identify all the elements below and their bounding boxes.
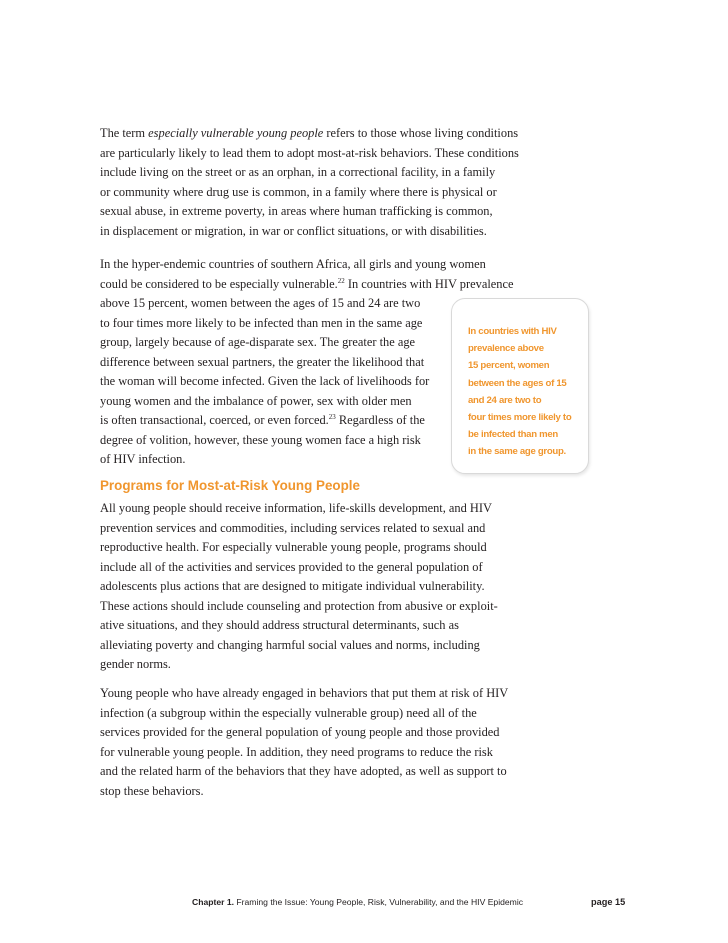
text-run: Regardless of the bbox=[335, 413, 425, 427]
italic-term: especially vulnerable young people bbox=[148, 126, 324, 140]
paragraph-line: In the hyper-endemic countries of southern Africa, all girls and young women bbox=[100, 257, 486, 271]
paragraph-line: include all of the activities and services provided to the general population of bbox=[100, 559, 483, 574]
text-run: In countries with HIV prevalence bbox=[344, 276, 514, 291]
paragraph-line: the woman will become infected. Given the lack of livelihoods for bbox=[100, 374, 430, 388]
paragraph-line: include living on the street or as an orphan, in a correctional facility, in a family bbox=[100, 165, 496, 179]
paragraph-line: sexual abuse, in extreme poverty, in areas where human trafficking is common, bbox=[100, 204, 493, 218]
pull-quote-text bbox=[468, 323, 571, 461]
paragraph-line: in displacement or migration, in war or conflict situations, or with disabilities. bbox=[100, 223, 487, 238]
paragraph-line: or community where drug use is common, in a family where there is physical or bbox=[100, 184, 497, 199]
paragraph-line: infection (a subgroup within the especially vulnerable group) need all of the bbox=[100, 705, 477, 720]
paragraph-line: difference between sexual partners, the greater the likelihood that bbox=[100, 354, 425, 369]
pull-quote-line: between the ages of 15 bbox=[468, 377, 567, 389]
paragraph-line: adolescents plus actions that are designed to mitigate individual vulnerability. bbox=[100, 579, 485, 593]
paragraph-line: to four times more likely to be infected than men in the same age bbox=[100, 315, 423, 330]
paragraph-line: These actions should include counseling and protection from abusive or exploit- bbox=[100, 598, 498, 613]
footer-chapter-title: Framing the Issue: Young People, Risk, Vulnerability, and the HIV Epidemic bbox=[234, 897, 524, 907]
paragraph-line: stop these behaviors. bbox=[100, 783, 204, 798]
paragraph-at-risk bbox=[100, 684, 508, 801]
text-run: is often transactional, coerced, or even forced. bbox=[100, 413, 329, 427]
text-run: The term bbox=[100, 126, 149, 140]
text-run: refers to those whose living conditions bbox=[323, 126, 519, 140]
paragraph-line bbox=[100, 275, 513, 295]
paragraph-line: of HIV infection. bbox=[100, 452, 186, 466]
paragraph-line: Young people who have already engaged in behaviors that put them at risk of HIV bbox=[100, 686, 509, 700]
paragraph-line: degree of volition, however, these young women face a high risk bbox=[100, 432, 421, 447]
pull-quote-line: and 24 are two to bbox=[468, 394, 542, 406]
paragraph-line: reproductive health. For especially vulnerable young people, programs should bbox=[100, 540, 487, 554]
paragraph-line: are particularly likely to lead them to adopt most-at-risk behaviors. These conditions bbox=[100, 145, 519, 160]
paragraph-line: group, largely because of age-disparate sex. The greater the age bbox=[100, 335, 416, 349]
footer-chapter-label: Chapter 1. bbox=[192, 897, 235, 907]
paragraph-line bbox=[100, 124, 519, 144]
pull-quote-line: 15 percent, women bbox=[468, 360, 550, 372]
paragraph-line: above 15 percent, women between the ages of 15 and 24 are two bbox=[100, 296, 421, 310]
footnote-ref[interactable]: 23 bbox=[328, 413, 336, 421]
pull-quote-line: prevalence above bbox=[468, 343, 544, 355]
page-number: page 15 bbox=[591, 897, 626, 907]
paragraph-line: alleviating poverty and changing harmful social values and norms, including bbox=[100, 637, 480, 652]
pull-quote-line: In countries with HIV bbox=[468, 326, 557, 337]
paragraph-line: ative situations, and they should address structural determinants, such as bbox=[100, 618, 459, 632]
paragraph-line: young women and the imbalance of power, sex with older men bbox=[100, 393, 412, 408]
paragraph-line: and the related harm of the behaviors that they have adopted, as well as support to bbox=[100, 764, 507, 778]
footer-chapter bbox=[192, 897, 523, 907]
pull-quote-line: be infected than men bbox=[468, 429, 558, 441]
page-footer bbox=[0, 897, 728, 911]
section-heading: Programs for Most-at-Risk Young People bbox=[100, 478, 360, 493]
paragraph-line: prevention services and commodities, including services related to sexual and bbox=[100, 520, 486, 535]
text-run: could be considered to be especially vulnerable. bbox=[100, 276, 338, 291]
paragraph-line: for vulnerable young people. In addition, they need programs to reduce the risk bbox=[100, 744, 493, 759]
paragraph-line: All young people should receive information, life-skills development, and HIV bbox=[100, 501, 492, 515]
paragraph-line: gender norms. bbox=[100, 657, 171, 671]
pull-quote-line: in the same age group. bbox=[468, 446, 566, 458]
footnote-ref[interactable]: 22 bbox=[337, 276, 345, 285]
paragraph-programs bbox=[100, 499, 498, 675]
paragraph-definition bbox=[100, 124, 519, 241]
paragraph-line: services provided for the general population of young people and those provided bbox=[100, 725, 500, 739]
pull-quote-line: four times more likely to bbox=[468, 412, 572, 424]
